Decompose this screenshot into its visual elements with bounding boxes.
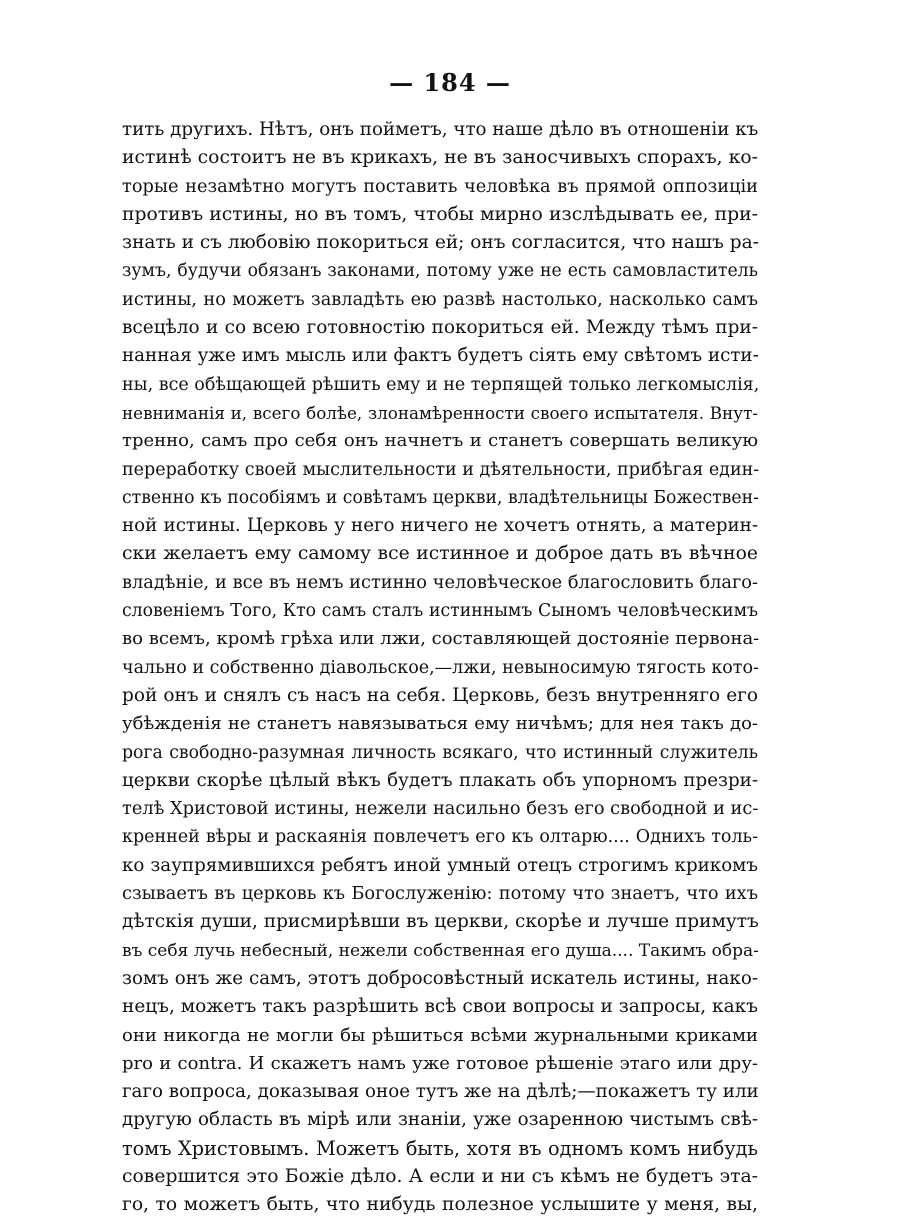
text-line: переработку своей мыслительности и дѣятельности, прибѣгая един- (122, 459, 760, 480)
text-line: ной истины. Церковь у него ничего не хочетъ отнять, а материн- (122, 515, 758, 537)
text-line: ко заупрямившихся ребятъ иной умный отецъ строгимъ крикомъ (122, 854, 758, 876)
text-line: нанная уже имъ мысль или фактъ будетъ сіять ему свѣтомъ исти- (122, 345, 759, 367)
text-line: знать и съ любовію покориться ей; онъ согласится, что нашъ ра- (122, 232, 759, 254)
text-line: церкви скорѣе цѣлый вѣкъ будетъ плакать объ упорномъ презри- (122, 769, 758, 791)
text-line: невниманія и, всего болѣе, злонамѣренности своего испытателя. Внут- (122, 402, 758, 423)
text-line: рой онъ и снялъ съ насъ на себя. Церковь, безъ внутренняго его (122, 684, 758, 706)
text-line: чально и собственно діавольское,—лжи, невыносимую тягость кото- (122, 657, 759, 678)
text-line: торые незамѣтно могутъ поставить человѣка въ прямой оппозиціи (122, 176, 758, 197)
text-line: кренней вѣры и раскаянія повлечетъ его къ олтарю.... Однихъ толь- (122, 827, 758, 848)
text-line: совершится это Божіе дѣло. А если и ни съ кѣмъ не будетъ эта- (122, 1165, 758, 1187)
text-line: телѣ Христовой истины, нежели насильно безъ его свободной и ис- (122, 799, 759, 820)
text-line: владѣніе, и все въ немъ истинно человѣческое благословить благо- (122, 572, 758, 593)
text-line: другую область въ мірѣ или знаніи, уже озаренною чистымъ свѣ- (122, 1109, 758, 1131)
text-line: ны, все обѣщающей рѣшить ему и не терпящей только легкомыслія, (122, 374, 760, 395)
text-line: го, то можетъ быть, что нибудь полезное услышите у меня, вы, (122, 1194, 758, 1216)
text-line: они никогда не могли бы рѣшиться всѣми журнальными криками (122, 1024, 758, 1046)
text-line: убѣжденія не станетъ навязываться ему ничѣмъ; для нея такъ до- (122, 713, 758, 735)
text-line: тить другихъ. Нѣтъ, онъ пойметъ, что наше дѣло въ отношеніи къ (122, 119, 759, 140)
text-line: гаго вопроса, доказывая оное тутъ же на дѣлѣ;—покажетъ ту или (122, 1081, 759, 1103)
text-line: дѣтскія души, присмирѣвши въ церкви, скорѣе и лучше примутъ (122, 911, 759, 933)
text-line: сзываетъ въ церковь къ Богослуженію: потому что знаетъ, что ихъ (122, 884, 758, 905)
text-line: томъ Христовымъ. Можетъ быть, хотя въ одномъ комъ нибудь (122, 1136, 758, 1160)
text-line: словеніемъ Того, Кто самъ сталъ истиннымъ Сыномъ человѣческимъ (122, 601, 758, 622)
text-line: ски желаетъ ему самому все истинное и доброе дать въ вѣчное (122, 543, 758, 565)
text-line: во всемъ, кромѣ грѣха или лжи, составляющей достояніе первона- (122, 628, 760, 650)
page-number: — 184 — (389, 68, 511, 97)
text-line: противъ истины, но въ томъ, чтобы мирно изслѣдывать ее, при- (122, 203, 758, 225)
text-line: тренно, самъ про себя онъ начнетъ и станетъ совершать великую (122, 430, 758, 452)
text-line: зомъ онъ же самъ, этотъ добросовѣстный искатель истины, нако- (122, 967, 758, 989)
text-line: истины, но можетъ завладѣть ею развѣ настолько, насколько самъ (122, 289, 758, 310)
text-line: ственно къ пособіямъ и совѣтамъ церкви, владѣтельницы Божествен- (122, 487, 759, 508)
text-line: истинѣ состоитъ не въ крикахъ, не въ заносчивыхъ спорахъ, ко- (122, 147, 758, 169)
text-line: рога свободно-разумная личность всякаго, что истинный служитель (122, 742, 758, 763)
text-line: всецѣло и со всею готовностію покориться ей. Между тѣмъ при- (122, 317, 758, 339)
text-line: pro и contra. И скажетъ намъ уже готовое рѣшеніе этаго или дру- (122, 1052, 758, 1074)
text-line: въ себя лучь небесный, нежели собственная его душа.... Такимъ обра- (122, 940, 759, 961)
text-line: зумъ, будучи обязанъ законами, потому уже не есть самовластитель (122, 261, 758, 282)
text-line: нецъ, можетъ такъ разрѣшить всѣ свои вопросы и запросы, какъ (122, 996, 758, 1018)
body-text (122, 116, 758, 1220)
